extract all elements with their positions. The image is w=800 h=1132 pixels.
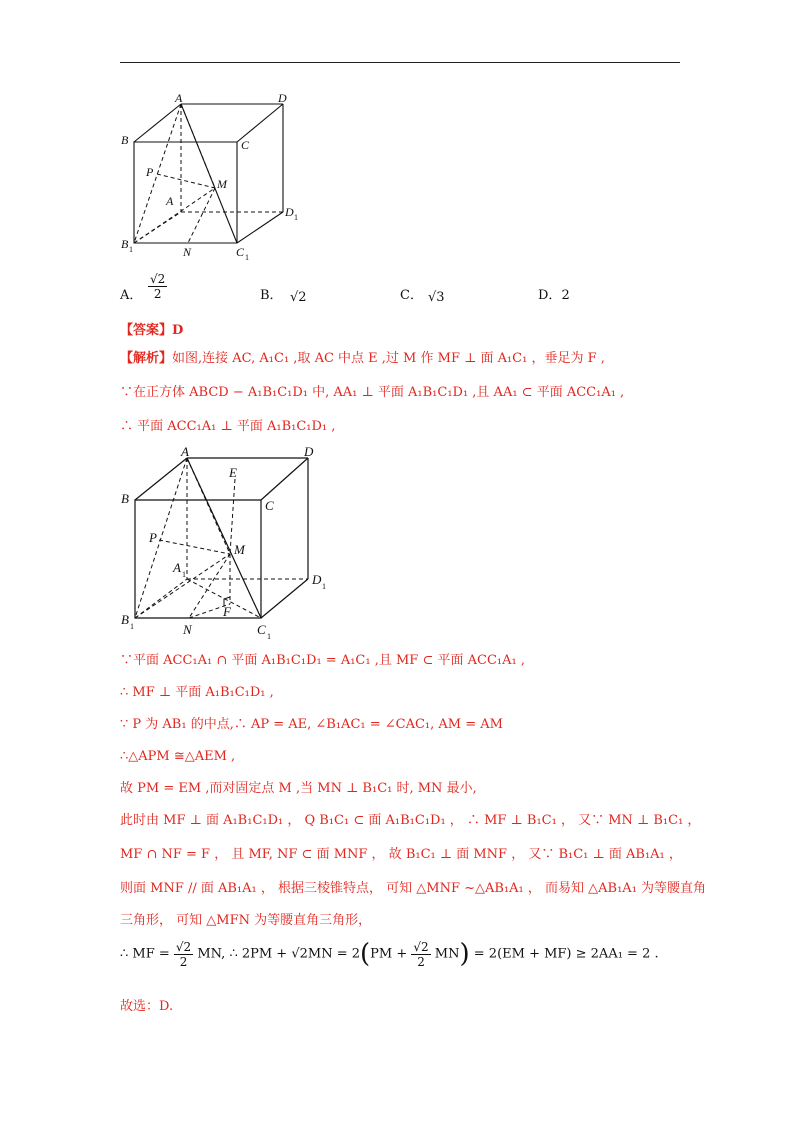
fig2-label-d1-sub: 1 [322,582,326,591]
analysis-line-11: 则面 MNF // 面 AB₁A₁ ， 根据三棱锥特点， 可知 △MNF ~△AB₁A₁ ， 而易知 △AB₁A₁ 为等腰直角 [120,881,707,896]
fig2-label-d1: D [312,572,322,587]
analysis-line-2: ∵在正方体 ABCD − A₁B₁C₁D₁ 中, AA₁ ⊥ 平面 A₁B₁C₁D₁ ,且 AA₁ ⊂ 平面 ACC₁A₁ , [120,385,625,400]
analysis-line-3: ∴ 平面 ACC₁A₁ ⊥ 平面 A₁B₁C₁D₁ , [120,419,336,434]
fig2-label-e: E [229,465,237,480]
choice-a: A． [120,288,143,303]
choice-c: C． [400,288,423,303]
analysis-line-14: 故选：D. [120,999,174,1014]
analysis-line-9: 此时由 MF ⊥ 面 A₁B₁C₁D₁ ， Q B₁C₁ ⊂ 面 A₁B₁C₁D₁ ， ∴ MF ⊥ B₁C₁ ， 又∵ MN ⊥ B₁C₁ ， [120,813,701,828]
fig1-label-a: A [175,92,183,105]
fig1-label-b1: B [121,237,129,251]
fig1-label-m: M [217,177,227,191]
fig1-label-d1: D [285,205,294,219]
fig2-label-b1-sub: 1 [130,622,134,631]
analysis-line-13: ∴ MF = $\frac{√2}{2}$ MN, ∴ 2PM + √2MN = 2(PM + $\frac{√2}{2}$ MN) = 2(EM + MF) ≥ 2AA₁ = 2 . [120,939,659,969]
fig2-label-c1-sub: 1 [267,632,271,641]
fig2-label-n: N [183,622,192,637]
fig1-label-c1-sub: 1 [245,253,249,262]
choice-b: B． [260,288,283,303]
fig1-label-b1-sub: 1 [129,245,133,254]
choice-d: D．2 [538,288,570,303]
choice-a-fraction: $\frac{√2}{2}$ [150,272,166,301]
fig2-label-m: M [234,542,245,557]
fig1-label-c1: C [236,245,245,259]
fig2-label-b1: B [121,612,129,627]
analysis-line-6: ∵ P 为 AB₁ 的中点,∴ AP = AE, ∠B₁AC₁ = ∠CAC₁, AM = AM [120,717,503,732]
fig1-label-d1-sub: 1 [294,213,298,222]
analysis-line-10: MF ∩ NF = F ， 且 MF, NF ⊂ 面 MNF ， 故 B₁C₁ ⊥ 面 MNF ， 又∵ B₁C₁ ⊥ 面 AB₁A₁ ， [120,847,682,862]
header-rule [120,62,680,63]
frac-sqrt2-over-2-a: $\frac{√2}{2}$ [175,939,192,969]
fig1-label-b: B [121,133,129,147]
analysis-line-7: ∴△APM ≅△AEM , [120,749,236,764]
answer-choices [120,272,640,312]
fig2-label-a: A [181,444,189,459]
analysis-line-1: 【解析】如图,连接 AC, A₁C₁ ,取 AC 中点 E ,过 M 作 MF ⊥ 面 A₁C₁ ，垂足为 F , [120,351,605,366]
cube-figure-1 [115,92,315,262]
fig1-label-a1: A [166,194,174,208]
fig2-label-b: B [121,491,129,506]
fig2-label-p: P [149,530,157,545]
fig2-label-a1-sub: 1 [182,570,186,579]
fig2-label-c1: C [257,622,266,637]
choice-c-value: √3 [428,290,445,305]
fig2-label-c: C [265,498,274,513]
analysis-line-8: 故 PM = EM ,而对固定点 M ,当 MN ⊥ B₁C₁ 时, MN 最小, [120,781,477,796]
fig1-label-c: C [241,138,250,152]
fig1-label-n: N [183,245,192,259]
choice-b-value: √2 [290,290,307,305]
cube-figure-2 [115,444,345,644]
fig2-label-a1: A [173,560,181,575]
answer-label: 【答案】D [120,323,184,338]
fig2-label-f: F [223,604,231,619]
fig1-label-d: D [278,92,287,105]
analysis-line-12: 三角形， 可知 △MFN 为等腰直角三角形， [120,913,372,928]
analysis-line-4: ∵平面 ACC₁A₁ ∩ 平面 A₁B₁C₁D₁ = A₁C₁ ,且 MF ⊂ 平面 ACC₁A₁ , [120,653,525,668]
fig1-label-p: P [146,165,154,179]
fig2-label-d: D [304,444,314,459]
analysis-line-5: ∴ MF ⊥ 平面 A₁B₁C₁D₁ , [120,685,274,700]
frac-sqrt2-over-2-b: $\frac{√2}{2}$ [413,939,429,969]
